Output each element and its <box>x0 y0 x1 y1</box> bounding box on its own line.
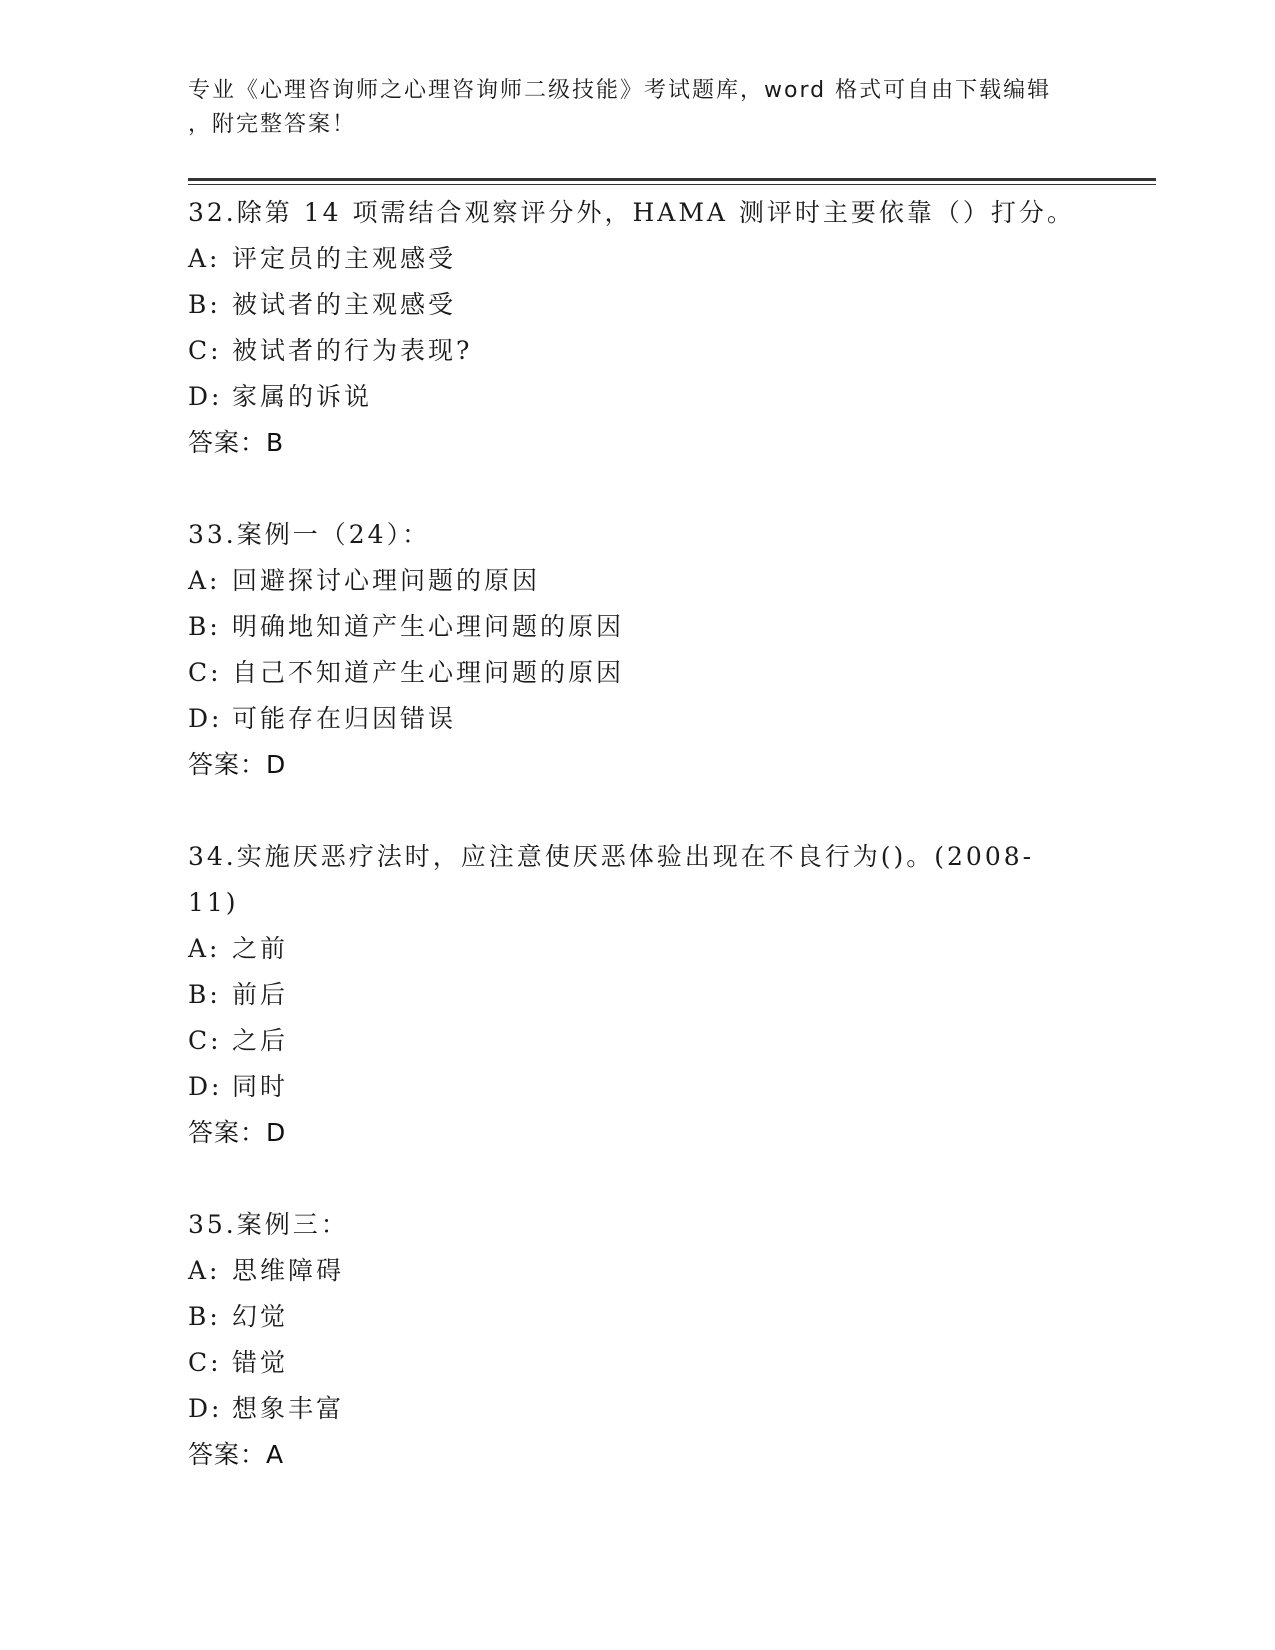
option-key: C: <box>188 1026 222 1055</box>
answer-line: 答案：B <box>188 428 285 457</box>
option-key: D: <box>188 704 223 733</box>
option-text: 错觉 <box>232 1348 289 1377</box>
question-stem: 33.案例一（24）： <box>188 520 431 549</box>
option-key: B: <box>188 290 221 319</box>
question-35 <box>188 1202 1088 1478</box>
question-stem: 35.案例三： <box>188 1210 349 1239</box>
option-d <box>188 374 1088 420</box>
answer-line: 答案：A <box>188 1440 285 1469</box>
question-34 <box>188 834 1088 1156</box>
option-text: 明确地知道产生心理问题的原因 <box>232 612 625 641</box>
option-b <box>188 282 1088 328</box>
option-text: 被试者的行为表现? <box>232 336 473 365</box>
option-key: D: <box>188 1394 223 1423</box>
option-text: 回避探讨心理问题的原因 <box>232 566 541 595</box>
option-key: C: <box>188 658 222 687</box>
option-a <box>188 558 1088 604</box>
document-header <box>188 74 1068 142</box>
option-key: A: <box>188 244 221 273</box>
question-spacer <box>188 466 1088 512</box>
option-text: 前后 <box>232 980 289 1009</box>
option-text: 之后 <box>232 1026 289 1055</box>
option-key: B: <box>188 612 221 641</box>
option-text: 自己不知道产生心理问题的原因 <box>232 658 625 687</box>
option-key: C: <box>188 1348 222 1377</box>
question-stem: 32.除第 14 项需结合观察评分外，HAMA 测评时主要依靠（）打分。 <box>188 198 1075 227</box>
header-divider-thick <box>188 178 1156 181</box>
option-key: A: <box>188 566 221 595</box>
header-divider-thin <box>188 184 1156 185</box>
option-d <box>188 1386 1088 1432</box>
option-text: 被试者的主观感受 <box>232 290 457 319</box>
option-d <box>188 696 1088 742</box>
question-33 <box>188 512 1088 788</box>
option-key: A: <box>188 1256 221 1285</box>
header-line-2: ，附完整答案！ <box>188 112 357 137</box>
question-stem: 34.实施厌恶疗法时，应注意使厌恶体验出现在不良行为()。(2008- <box>188 842 1035 871</box>
question-spacer <box>188 788 1088 834</box>
option-a <box>188 236 1088 282</box>
option-text: 想象丰富 <box>232 1394 345 1423</box>
option-text: 可能存在归因错误 <box>232 704 457 733</box>
option-a <box>188 926 1088 972</box>
option-a <box>188 1248 1088 1294</box>
question-stem-continued: 11) <box>188 888 239 917</box>
option-b <box>188 972 1088 1018</box>
option-text: 家属的诉说 <box>232 382 373 411</box>
option-b <box>188 604 1088 650</box>
option-text: 之前 <box>232 934 289 963</box>
question-list <box>188 190 1088 1478</box>
option-text: 评定员的主观感受 <box>232 244 457 273</box>
option-key: B: <box>188 1302 221 1331</box>
option-key: A: <box>188 934 221 963</box>
option-d <box>188 1064 1088 1110</box>
option-text: 同时 <box>232 1072 289 1101</box>
option-key: B: <box>188 980 221 1009</box>
option-key: D: <box>188 1072 223 1101</box>
option-c <box>188 1340 1088 1386</box>
option-c <box>188 328 1088 374</box>
option-text: 幻觉 <box>232 1302 289 1331</box>
option-key: C: <box>188 336 222 365</box>
option-key: D: <box>188 382 223 411</box>
option-c <box>188 650 1088 696</box>
option-b <box>188 1294 1088 1340</box>
header-line-1: 专业《心理咨询师之心理咨询师二级技能》考试题库，word 格式可自由下载编辑 <box>188 78 1052 103</box>
question-spacer <box>188 1156 1088 1202</box>
question-32 <box>188 190 1088 466</box>
option-text: 思维障碍 <box>232 1256 345 1285</box>
option-c <box>188 1018 1088 1064</box>
answer-line: 答案：D <box>188 750 287 779</box>
answer-line: 答案：D <box>188 1118 287 1147</box>
